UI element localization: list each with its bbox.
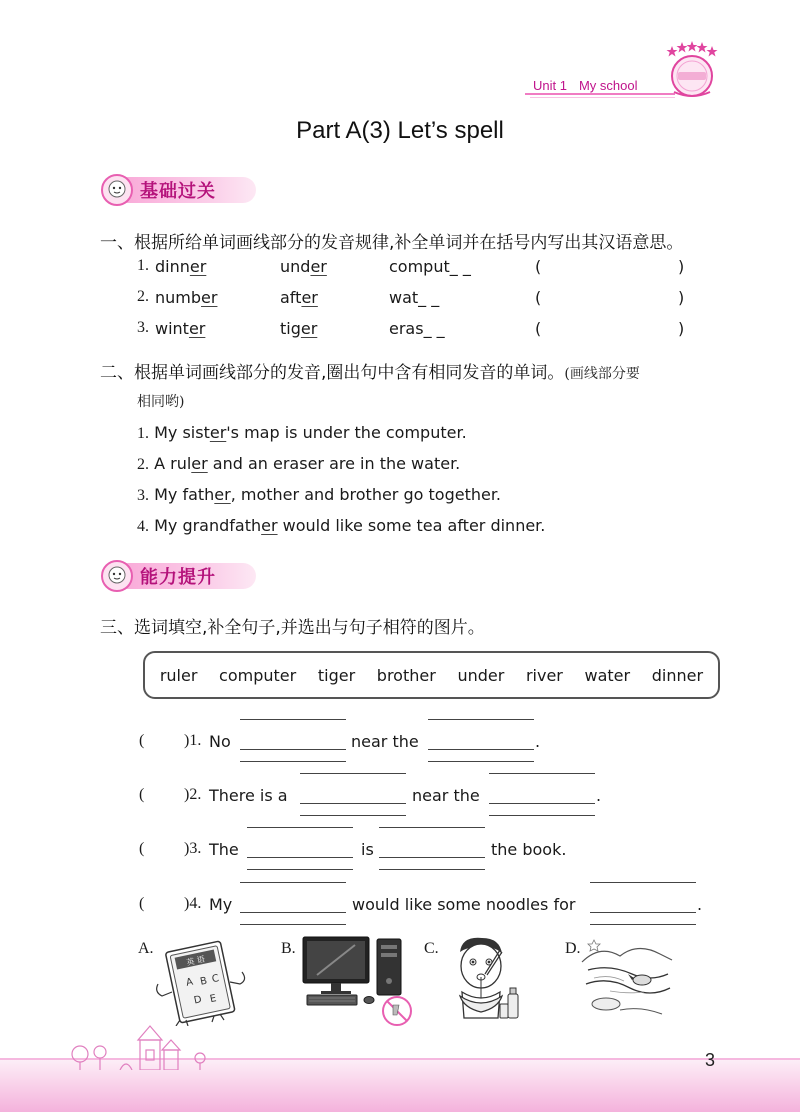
- word-1: dinner: [155, 257, 207, 276]
- meaning-paren-open: (: [535, 257, 542, 276]
- q1-heading: 一、根据所给单词画线部分的发音规律,补全单词并在括号内写出其汉语意思。: [100, 233, 684, 253]
- svg-text:A: A: [185, 976, 195, 989]
- header-divider-thin: [530, 97, 675, 98]
- word-3-blank[interactable]: wat_ _: [389, 288, 440, 307]
- badge-icon: [664, 40, 720, 102]
- sentence-row-4: 4. My grandfather would like some tea after dinner.: [137, 516, 546, 535]
- meaning-paren-open: (: [535, 319, 542, 338]
- section-title-ability: 能力提升: [140, 567, 216, 588]
- footer-castle-icon: [60, 1024, 220, 1070]
- svg-text:英 语: 英 语: [185, 954, 206, 968]
- q2-heading: [100, 358, 640, 383]
- english-book-icon[interactable]: [150, 936, 250, 1026]
- page-title: Part A(3) Let’s spell: [296, 117, 504, 144]
- row-number: 3.: [137, 319, 149, 336]
- section-mascot-icon: [100, 559, 134, 593]
- answer-blank[interactable]: [428, 719, 534, 749]
- unit-label: Unit 1: [533, 78, 567, 93]
- word-1: winter: [155, 319, 206, 338]
- unit-header: [533, 78, 638, 93]
- unit-topic: My school: [578, 78, 638, 93]
- svg-text:D: D: [192, 994, 203, 1007]
- section-mascot-icon: [100, 173, 134, 207]
- word-3-blank[interactable]: comput_ _: [389, 257, 471, 276]
- answer-blank[interactable]: [300, 773, 406, 803]
- word-bank-item: water: [584, 665, 631, 685]
- answer-blank[interactable]: [240, 719, 346, 749]
- boy-eating-icon[interactable]: [438, 932, 528, 1027]
- answer-blank[interactable]: [240, 882, 346, 912]
- answer-blank[interactable]: [247, 827, 353, 857]
- meaning-paren-close: ): [678, 257, 685, 276]
- word-bank-item: river: [525, 665, 563, 685]
- word-1: number: [155, 288, 218, 307]
- header-divider: [525, 93, 675, 95]
- word-bank-item: ruler: [159, 665, 198, 685]
- answer-blank[interactable]: [489, 773, 595, 803]
- word-bank-item: brother: [376, 665, 436, 685]
- svg-text:C: C: [210, 973, 221, 986]
- word-bank-item: computer: [219, 665, 297, 685]
- word-2: after: [280, 288, 318, 307]
- page-number: 3: [705, 1050, 716, 1070]
- word-2: under: [280, 257, 327, 276]
- option-label-a: A.: [138, 940, 154, 957]
- row-number: 1.: [137, 257, 149, 274]
- section-badge-ability: [100, 561, 260, 591]
- sentence-row-2: 2. A ruler and an eraser are in the water.: [137, 454, 461, 473]
- option-label-d: D.: [565, 940, 581, 957]
- computer-icon[interactable]: [297, 933, 422, 1028]
- sentence-row-3: 3. My father, mother and brother go together.: [137, 485, 502, 504]
- word-bank: [143, 651, 720, 699]
- answer-blank[interactable]: [379, 827, 485, 857]
- word-2: tiger: [280, 319, 318, 338]
- word-bank-item: tiger: [317, 665, 356, 685]
- svg-text:E: E: [208, 993, 218, 1006]
- q2-heading-text: 二、根据单词画线部分的发音,圈出句中含有相同发音的单词。: [100, 363, 565, 383]
- river-icon[interactable]: [580, 934, 675, 1024]
- row-number: 2.: [137, 288, 149, 305]
- word-bank-item: dinner: [651, 665, 704, 685]
- answer-blank[interactable]: [590, 882, 696, 912]
- q3-heading: 三、选词填空,补全句子,并选出与句子相符的图片。: [100, 618, 485, 638]
- q2-note-cont: 相同哟): [137, 394, 185, 410]
- meaning-paren-open: (: [535, 288, 542, 307]
- section-title-basic: 基础过关: [140, 181, 216, 202]
- option-label-c: C.: [424, 940, 439, 957]
- word-bank-item: under: [457, 665, 505, 685]
- section-badge-basic: [100, 175, 260, 205]
- svg-text:B: B: [199, 975, 209, 988]
- meaning-paren-close: ): [678, 319, 685, 338]
- meaning-paren-close: ): [678, 288, 685, 307]
- option-label-b: B.: [281, 940, 296, 957]
- q2-note: (画线部分要: [564, 366, 640, 382]
- sentence-row-1: 1. My sister's map is under the computer.: [137, 423, 467, 442]
- word-3-blank[interactable]: eras_ _: [389, 319, 445, 338]
